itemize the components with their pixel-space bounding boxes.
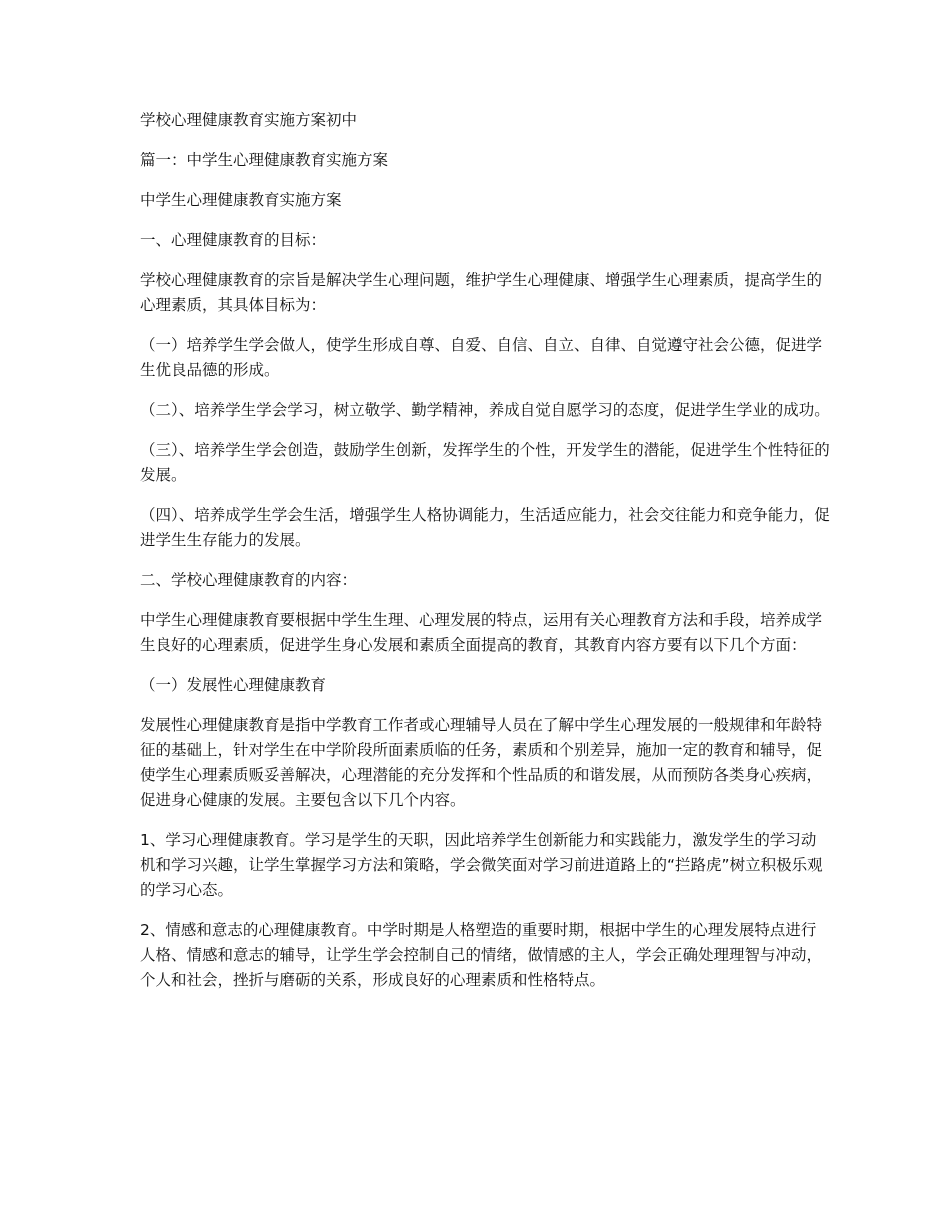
paragraph: 中学生心理健康教育要根据中学生生理、心理发展的特点，运用有关心理教育方法和手段，培养成学生良好的心理素质，促进学生身心发展和素质全面提高的教育，其教育内容方要有以下几个方面： [140, 611, 823, 654]
paragraph: （一）发展性心理健康教育 [140, 676, 327, 694]
paragraph: 发展性心理健康教育是指中学教育工作者或心理辅导人员在了解中学生心理发展的一般规律和年龄特征的基础上，针对学生在中学阶段所面素质临的任务，素质和个别差异，施加一定的教育和辅导，促使学生心理素质贩妥善解决，心理潜能的充分发挥和个性品质的和谐发展，从而预防各类身心疾病，促进身心健康的发展。主要包含以下几个内容。 [140, 716, 823, 809]
paragraph: 一、心理健康教育的目标： [140, 231, 327, 249]
paragraph: （一）培养学生学会做人，使学生形成自尊、自爱、自信、自立、自律、自觉遵守社会公德，促进学生优良品德的形成。 [140, 336, 823, 379]
paragraph: （三）、培养学生学会创造，鼓励学生创新，发挥学生的个性，开发学生的潜能，促进学生个性特征的发展。 [140, 441, 830, 484]
paragraph: （四）、培养成学生学会生活，增强学生人格协调能力，生活适应能力，社会交往能力和竞争能力，促进学生生存能力的发展。 [140, 506, 830, 549]
paragraph: 2、情感和意志的心理健康教育。中学时期是人格塑造的重要时期，根据中学生的心理发展特点进行人格、情感和意志的辅导，让学生学会控制自己的情绪，做情感的主人，学会正确处理理智与冲动，个人和社会，挫折与磨砺的关系，形成良好的心理素质和性格特点。 [140, 921, 823, 989]
section-heading: 篇一：中学生心理健康教育实施方案 [140, 151, 389, 169]
document-body [140, 108, 830, 1008]
document-title: 学校心理健康教育实施方案初中 [140, 111, 358, 129]
document-subtitle: 中学生心理健康教育实施方案 [140, 191, 342, 209]
paragraph: 学校心理健康教育的宗旨是解决学生心理问题，维护学生心理健康、增强学生心理素质，提高学生的心理素质，其具体目标为： [140, 271, 823, 314]
paragraph: 1、学习心理健康教育。学习是学生的天职，因此培养学生创新能力和实践能力，激发学生的学习动机和学习兴趣，让学生掌握学习方法和策略，学会微笑面对学习前进道路上的“拦路虎”树立积极乐观的学习心态。 [140, 831, 823, 899]
paragraph: 二、学校心理健康教育的内容： [140, 571, 358, 589]
paragraph: （二）、培养学生学会学习，树立敬学、勤学精神，养成自觉自愿学习的态度，促进学生学业的成功。 [140, 401, 830, 419]
